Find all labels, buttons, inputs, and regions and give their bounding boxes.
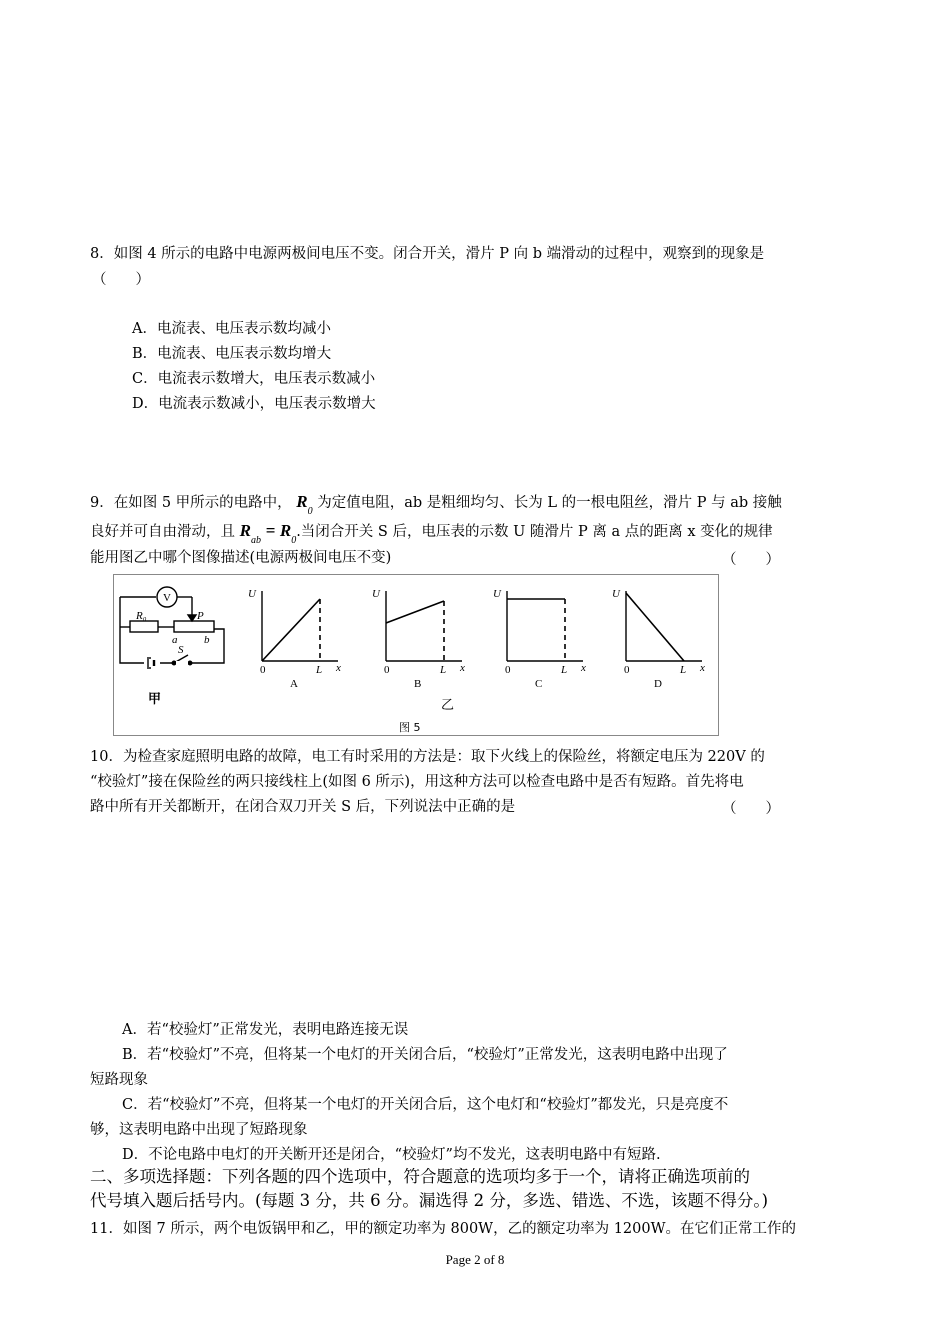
switch-s-label: S — [178, 644, 184, 656]
rab-symbol: R — [239, 521, 251, 540]
graph-curve — [262, 599, 320, 661]
graph-curve — [626, 593, 684, 661]
graph-u-label: U — [612, 588, 620, 600]
q9-line1 — [90, 492, 782, 515]
graph-letter-label: C — [535, 678, 543, 690]
r0b-subscript: 0 — [291, 535, 297, 546]
r0-resistor — [130, 621, 158, 632]
graph-x-label: x — [460, 662, 465, 674]
graph-b — [372, 588, 465, 690]
graph-u-label: U — [493, 588, 501, 600]
graph-l-label: L — [561, 664, 568, 676]
page-footer: Page 2 of 8 — [445, 1252, 505, 1267]
slider-p-label: P — [197, 610, 204, 622]
graphs-group — [248, 588, 705, 690]
r0-label: R₀ — [136, 610, 147, 622]
graph-curve — [386, 601, 444, 623]
graph-letter-label: B — [414, 678, 422, 690]
r0-symbol: R — [296, 492, 308, 511]
q10-line1: 10．为检查家庭照明电路的故障，电工有时采用的方法是：取下火线上的保险丝，将额定电压为 220V 的 — [90, 749, 765, 765]
q9-line1-a: 9．在如图 5 甲所示的电路中， — [90, 495, 292, 511]
figure-5-drawing — [114, 575, 718, 735]
q8-option-c: C．电流表示数增大，电压表示数减小 — [132, 371, 376, 387]
q8-option-a: A．电流表、电压表示数均减小 — [132, 321, 331, 337]
circuit-label-jia: 甲 — [148, 692, 162, 707]
rab-subscript: ab — [250, 535, 261, 546]
graph-u-label: U — [248, 588, 256, 600]
graph-group-label-yi: 乙 — [441, 698, 455, 713]
circuit-diagram — [120, 587, 224, 669]
q10-option-a: A．若“校验灯”正常发光，表明电路连接无误 — [122, 1022, 409, 1038]
graph-u-label: U — [372, 588, 380, 600]
graph-l-label: L — [680, 664, 687, 676]
q10-option-c-line2: 够，这表明电路中出现了短路现象 — [90, 1122, 308, 1138]
q11-line1: 11．如图 7 所示，两个电饭锅甲和乙，甲的额定功率为 800W，乙的额定功率为 1200W。在它们正常工作的 — [90, 1221, 796, 1237]
q10-option-d: D．不论电路中电灯的开关断开还是闭合，“校验灯”均不发光，这表明电路中有短路. — [122, 1147, 661, 1163]
graph-letter-label: A — [290, 678, 298, 690]
graph-origin-label: 0 — [624, 664, 630, 676]
graph-origin-label: 0 — [505, 664, 511, 676]
graph-a — [248, 588, 341, 690]
q9-line2 — [90, 521, 773, 544]
section2-heading-line1: 二、多项选择题：下列各题的四个选项中，符合题意的选项均多于一个，请将正确选项前的 — [90, 1167, 750, 1186]
voltmeter-label: V — [163, 592, 171, 604]
graph-l-label: L — [440, 664, 447, 676]
q10-option-c-line1: C．若“校验灯”不亮，但将某一个电灯的开关闭合后，这个电灯和“校验灯”都发光，只是亮度不 — [122, 1097, 729, 1113]
figure-5 — [113, 574, 719, 736]
r0b-symbol: R — [279, 521, 292, 540]
q10-option-b-line2: 短路现象 — [90, 1072, 148, 1088]
q9-line1-b: 为定值电阻，ab 是粗细均匀、长为 L 的一根电阻丝，滑片 P 与 ab 接触 — [317, 495, 782, 511]
q10-option-b-line1: B．若“校验灯”不亮，但将某一个电灯的开关闭合后，“校验灯”正常发光，这表明电路中出现了 — [122, 1047, 728, 1063]
q8-option-d: D．电流表示数减小，电压表示数增大 — [132, 396, 376, 412]
graph-origin-label: 0 — [260, 664, 266, 676]
graph-x-label: x — [700, 662, 705, 674]
graph-x-label: x — [336, 662, 341, 674]
r0-subscript: 0 — [307, 506, 313, 517]
q8-stem: 8．如图 4 所示的电路中电源两极间电压不变。闭合开关，滑片 P 向 b 端滑动的过程中，观察到的现象是 — [90, 246, 765, 262]
figure-caption: 图 5 — [399, 721, 421, 734]
graph-letter-label: D — [654, 678, 662, 690]
q10-line2: “校验灯”接在保险丝的两只接线柱上(如图 6 所示)，用这种方法可以检查电路中是否有短路。首先将电 — [90, 774, 744, 790]
terminal-a-label: a — [172, 634, 178, 646]
q9-answer-paren: （ ） — [722, 552, 780, 568]
equals-sign: = — [265, 521, 276, 540]
q8-answer-paren: （ ） — [92, 272, 150, 288]
graph-l-label: L — [316, 664, 323, 676]
graph-d — [612, 588, 705, 690]
q9-line2-a: 良好并可自由滑动，且 — [90, 524, 235, 540]
terminal-b-label: b — [204, 634, 210, 646]
q10-line3: 路中所有开关都断开，在闭合双刀开关 S 后，下列说法中正确的是 — [90, 799, 516, 815]
graph-x-label: x — [581, 662, 586, 674]
q9-line3: 能用图乙中哪个图像描述(电源两极间电压不变) — [90, 550, 392, 566]
q9-line2-b: .当闭合开关 S 后，电压表的示数 U 随滑片 P 离 a 点的距离 x 变化的规律 — [296, 524, 773, 540]
graph-c — [493, 588, 586, 690]
graph-origin-label: 0 — [384, 664, 390, 676]
section2-heading-line2: 代号填入题后括号内。(每题 3 分，共 6 分。漏选得 2 分，多选、错选、不选，该题不得分。) — [90, 1191, 769, 1210]
rheostat-ab — [174, 621, 214, 632]
q10-answer-paren: （ ） — [722, 801, 780, 817]
q8-option-b: B．电流表、电压表示数均增大 — [132, 346, 332, 362]
